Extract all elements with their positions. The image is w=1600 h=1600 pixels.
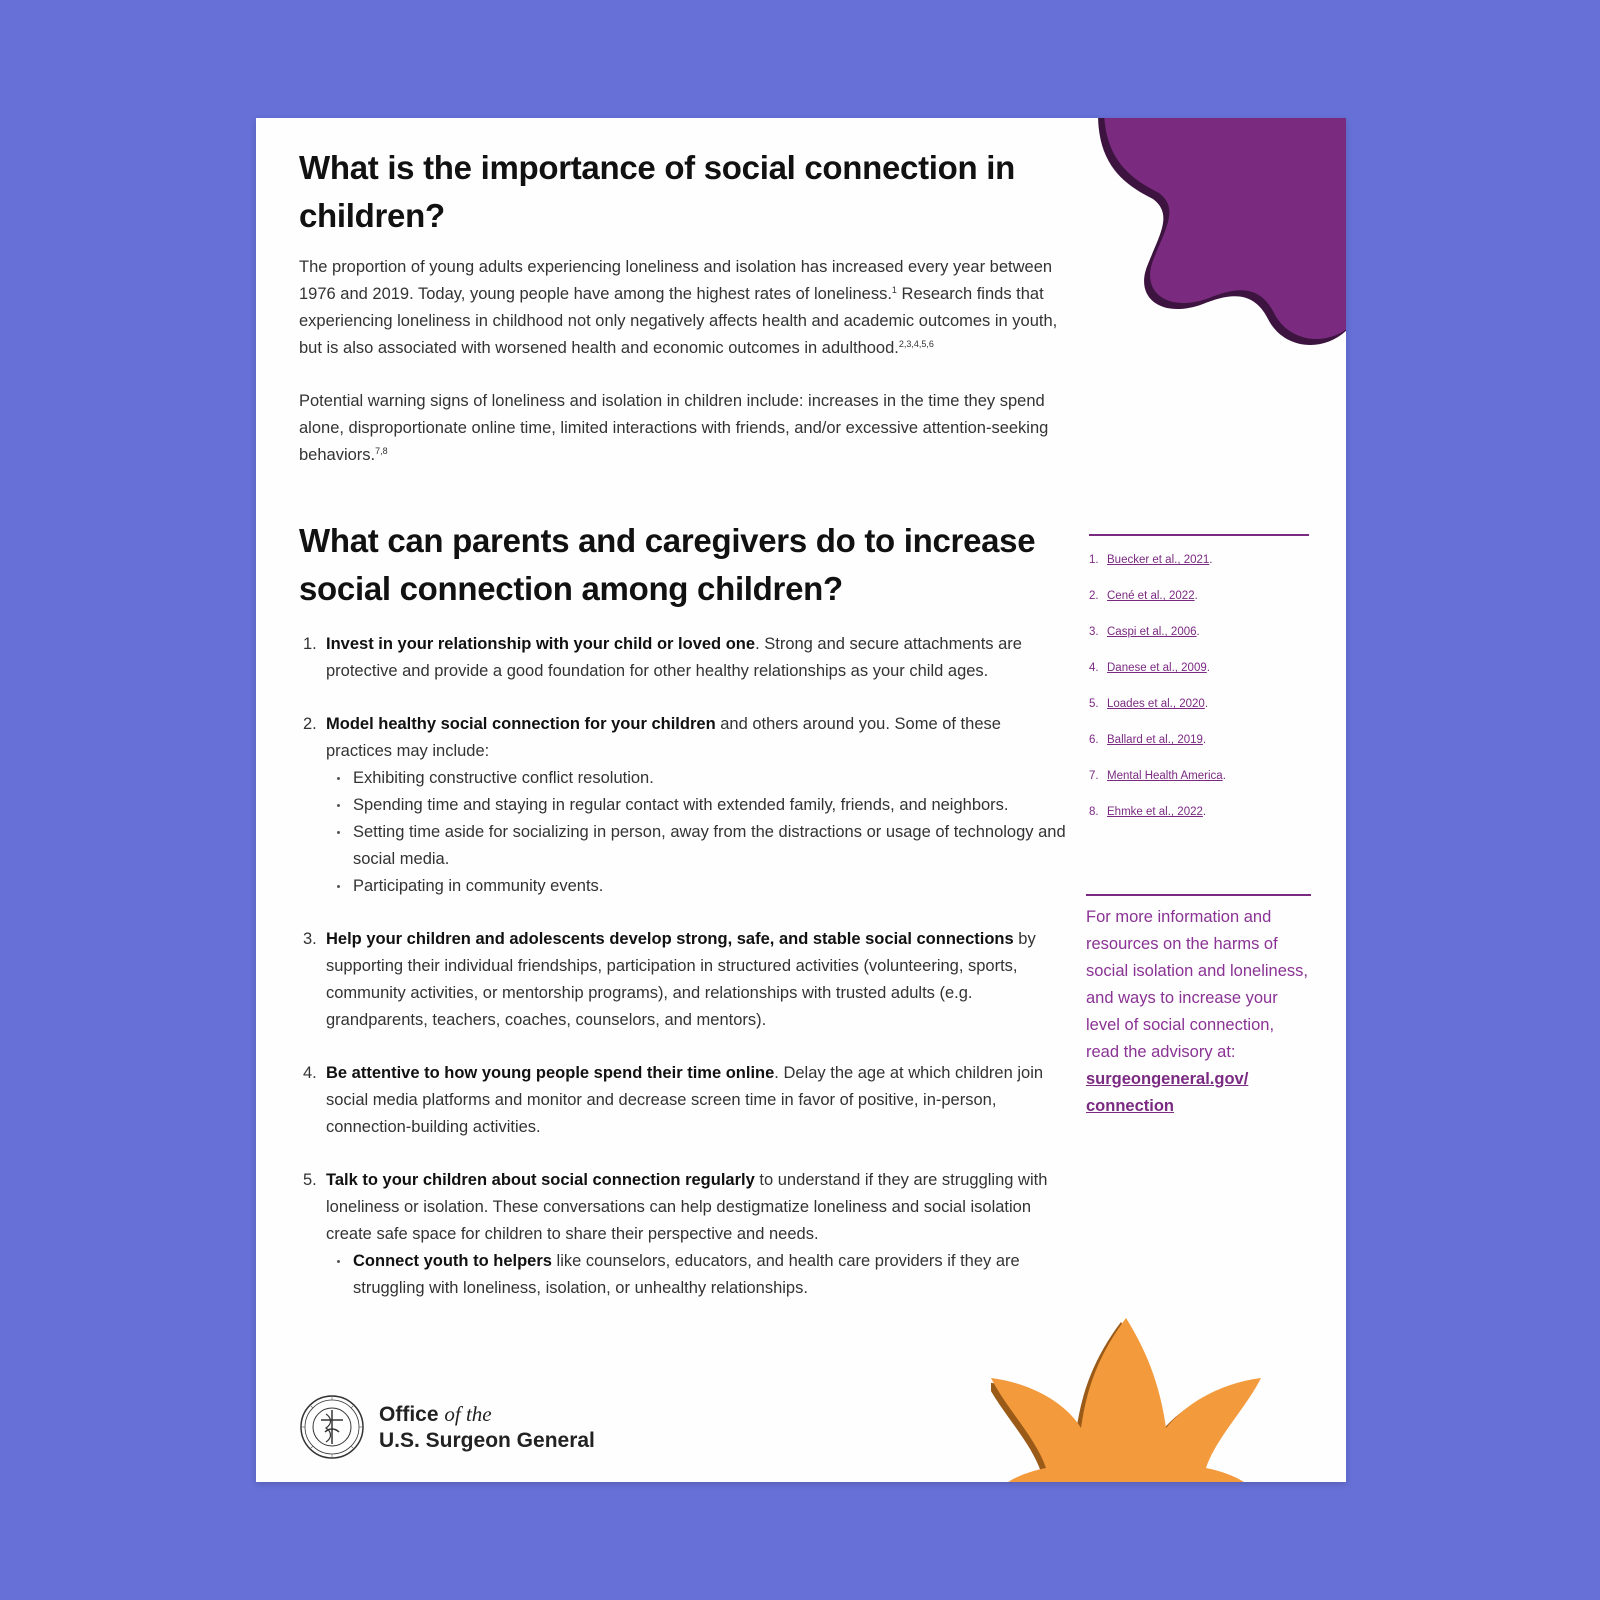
reference-link[interactable]: Danese et al., 2009: [1107, 662, 1207, 674]
fact-sheet-page: [256, 118, 1346, 1482]
advisory-link[interactable]: surgeongeneral.gov/ connection: [1086, 1070, 1249, 1115]
bullet-item: Spending time and staying in regular contact with extended family, friends, and neighbors.: [353, 792, 1069, 819]
list-item: 3. Help your children and adolescents develop strong, safe, and stable social connections by supporting their individual friendships, participation in structured activities (volunteering, sports, community activities, or mentorship programs), and relationships with trusted adults (e.g. grandparents, teachers, coaches, counselors, and mentors).: [303, 930, 1036, 1029]
intro-paragraph: The proportion of young adults experiencing loneliness and isolation has increased every year between 1976 and 2019. Today, young people have among the highest rates of loneliness.$^1$ Research finds that experiencing loneliness in childhood not only negatively affects health and academic outcomes in youth, but is also associated with worsened health and economic outcomes in adulthood.$^{2,3,4,5,6}$: [299, 258, 1058, 357]
surgeon-general-seal-icon: [299, 1394, 365, 1460]
bullet-item: Exhibiting constructive conflict resolution.: [353, 765, 1069, 792]
bullet-item: Setting time aside for socializing in person, away from the distractions or usage of technology and social media.: [353, 819, 1069, 873]
reference-item: 5. Loades et al., 2020.: [1089, 698, 1209, 710]
office-name: Office of the U.S. Surgeon General: [379, 1401, 595, 1452]
references: [1089, 534, 1309, 830]
section-1-title: What is the importance of social connection in children?: [299, 149, 1015, 234]
practices-list: [326, 765, 1069, 900]
list-item: 5. Talk to your children about social connection regularly to understand if they are struggling with loneliness or isolation. These conversations can help destigmatize loneliness and social isolation create safe space for children to share their perspective and needs. Connect youth to helpers like counselors, educators, and health care providers if they are struggling with loneliness, isolation, or unhealthy relationships.: [299, 1167, 1069, 1302]
reference-item: 3. Caspi et al., 2006.: [1089, 626, 1200, 638]
reference-link[interactable]: Ehmke et al., 2022: [1107, 806, 1203, 818]
reference-item: 4. Danese et al., 2009.: [1089, 662, 1210, 674]
reference-item: 7. Mental Health America.: [1089, 770, 1226, 782]
more-info-box: [1086, 894, 1311, 1120]
list-item: 2. Model healthy social connection for your children and others around you. Some of these practices may include: Exhibiting constructive conflict resolution. Spending time and staying in regular contact with extended family, friends, and neighbors. Setting time aside for socializing in person, away from the distractions or usage of technology and social media. Participating in community events.: [299, 711, 1069, 900]
reference-link[interactable]: Buecker et al., 2021: [1107, 554, 1210, 566]
more-info-text: For more information and resources on the harms of social isolation and loneliness, and ways to increase your level of social connection, read the advisory at:: [1086, 908, 1308, 1061]
purple-flower-decoration: [1084, 118, 1346, 348]
reference-item: 1. Buecker et al., 2021.: [1089, 554, 1213, 566]
warning-signs-paragraph: Potential warning signs of loneliness and isolation in children include: increases in the time they spend alone, disproportionate online time, limited interactions with friends, and/or excessive attention-seeking behaviors.$^{7,8}$: [299, 392, 1049, 464]
reference-link[interactable]: Cené et al., 2022: [1107, 590, 1195, 602]
reference-link[interactable]: Ballard et al., 2019: [1107, 734, 1203, 746]
bullet-item: Connect youth to helpers like counselors, educators, and health care providers if they are struggling with loneliness, isolation, or unhealthy relationships.: [353, 1248, 1069, 1302]
reference-item: 2. Cené et al., 2022.: [1089, 590, 1198, 602]
reference-link[interactable]: Caspi et al., 2006: [1107, 626, 1197, 638]
list-item: 4. Be attentive to how young people spend their time online. Delay the age at which children join social media platforms and monitor and decrease screen time in favor of positive, in-person, connection-building activities.: [303, 1064, 1044, 1136]
reference-link[interactable]: Loades et al., 2020: [1107, 698, 1205, 710]
action-steps-list: [299, 631, 1069, 1302]
helpers-list: [326, 1248, 1069, 1302]
reference-link[interactable]: Mental Health America: [1107, 770, 1223, 782]
reference-item: 8. Ehmke et al., 2022.: [1089, 806, 1207, 818]
list-item: 1. Invest in your relationship with your child or loved one. Strong and secure attachments are protective and provide a good foundation for other healthy relationships as your child ages.: [303, 635, 1022, 680]
bullet-item: Participating in community events.: [353, 873, 1069, 900]
section-2-title: What can parents and caregivers do to increase social connection among children?: [299, 522, 1036, 607]
main-column: [299, 144, 1069, 1328]
reference-item: 6. Ballard et al., 2019.: [1089, 734, 1207, 746]
footer-logo: [299, 1394, 595, 1460]
